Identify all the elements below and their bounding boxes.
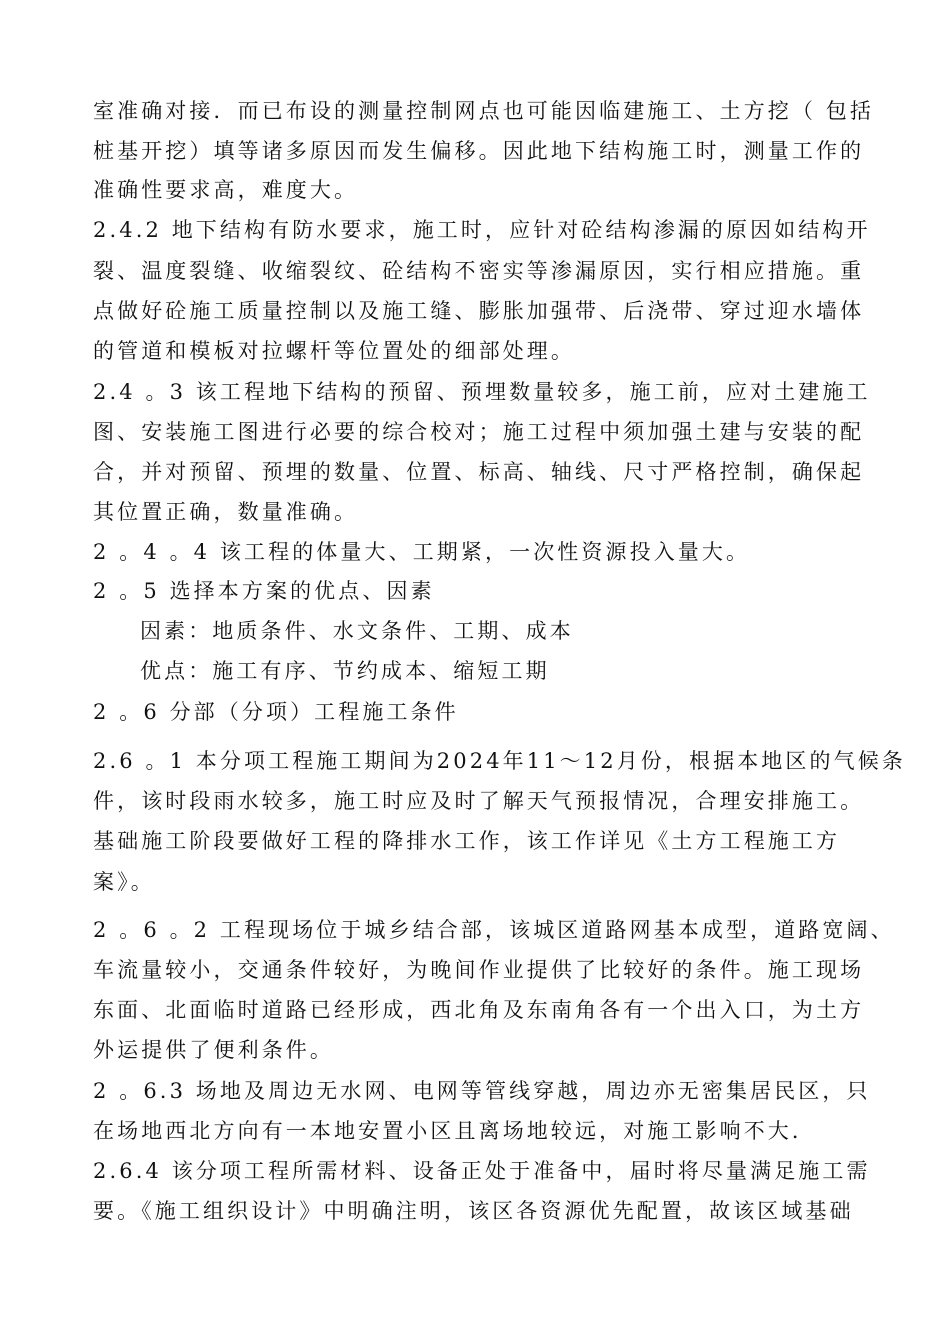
text-line: 基础施工阶段要做好工程的降排水工作，该工作详见《土方工程施工方	[93, 829, 841, 853]
text-line: 的管道和模板对拉螺杆等位置处的细部处理。	[93, 339, 575, 363]
section-heading: 2 。5 选择本方案的优点、因素	[93, 579, 435, 603]
text-line: 件，该时段雨水较多，施工时应及时了解天气预报情况，合理安排施工。	[93, 789, 865, 813]
text-line: 2.6.4 该分项工程所需材料、设备正处于准备中，届时将尽量满足施工需	[93, 1159, 871, 1183]
text-line: 点做好砼施工质量控制以及施工缝、膨胀加强带、后浇带、穿过迎水墙体	[93, 299, 865, 323]
text-line: 案》。	[93, 870, 155, 894]
text-line: 在场地西北方向有一本地安置小区且离场地较远，对施工影响不大．	[93, 1119, 816, 1143]
text-line: 2.4 。3 该工程地下结构的预留、预埋数量较多，施工前，应对土建施工	[93, 380, 871, 404]
text-line: 裂、温度裂缝、收缩裂纹、砼结构不密实等渗漏原因，实行相应措施。重	[93, 259, 865, 283]
text-line: 准确性要求高，难度大。	[93, 178, 359, 202]
text-line: 2 。4 。4 该工程的体量大、工期紧，一次性资源投入量大。	[93, 540, 751, 564]
text-line: 要。《施工组织设计》中明确注明，该区各资源优先配置，故该区域基础	[93, 1199, 854, 1223]
text-line: 图、安装施工图进行必要的综合校对；施工过程中须加强土建与安装的配	[93, 420, 865, 444]
text-line: 2.4.2 地下结构有防水要求，施工时，应针对砼结构渗漏的原因如结构开	[93, 218, 871, 242]
text-line: 2 。6 。2 工程现场位于城乡结合部，该城区道路网基本成型，道路宽阔、	[93, 918, 895, 942]
text-line: 2 。6.3 场地及周边无水网、电网等管线穿越，周边亦无密集居民区，只	[93, 1079, 871, 1103]
text-line: 优点：施工有序、节约成本、缩短工期	[140, 659, 550, 683]
text-line: 桩基开挖）填等诸多原因而发生偏移。因此地下结构施工时，测量工作的	[93, 139, 865, 163]
text-line: 合，并对预留、预埋的数量、位置、标高、轴线、尺寸严格控制，确保起	[93, 460, 865, 484]
text-line: 车流量较小，交通条件较好，为晚间作业提供了比较好的条件。施工现场	[93, 958, 865, 982]
text-line: 室准确对接．而已布设的测量控制网点也可能因临建施工、土方挖（ 包括	[93, 99, 874, 123]
text-line: 2.6 。1 本分项工程施工期间为2024年11～12月份，根据本地区的气候条	[93, 749, 906, 773]
text-line: 东面、北面临时道路已经形成，西北角及东南角各有一个出入口，为土方	[93, 998, 865, 1022]
section-heading: 2 。6 分部（分项）工程施工条件	[93, 700, 459, 724]
text-line: 因素：地质条件、水文条件、工期、成本	[140, 619, 574, 643]
text-line: 外运提供了便利条件。	[93, 1038, 334, 1062]
text-line: 其位置正确，数量准确。	[93, 500, 359, 524]
